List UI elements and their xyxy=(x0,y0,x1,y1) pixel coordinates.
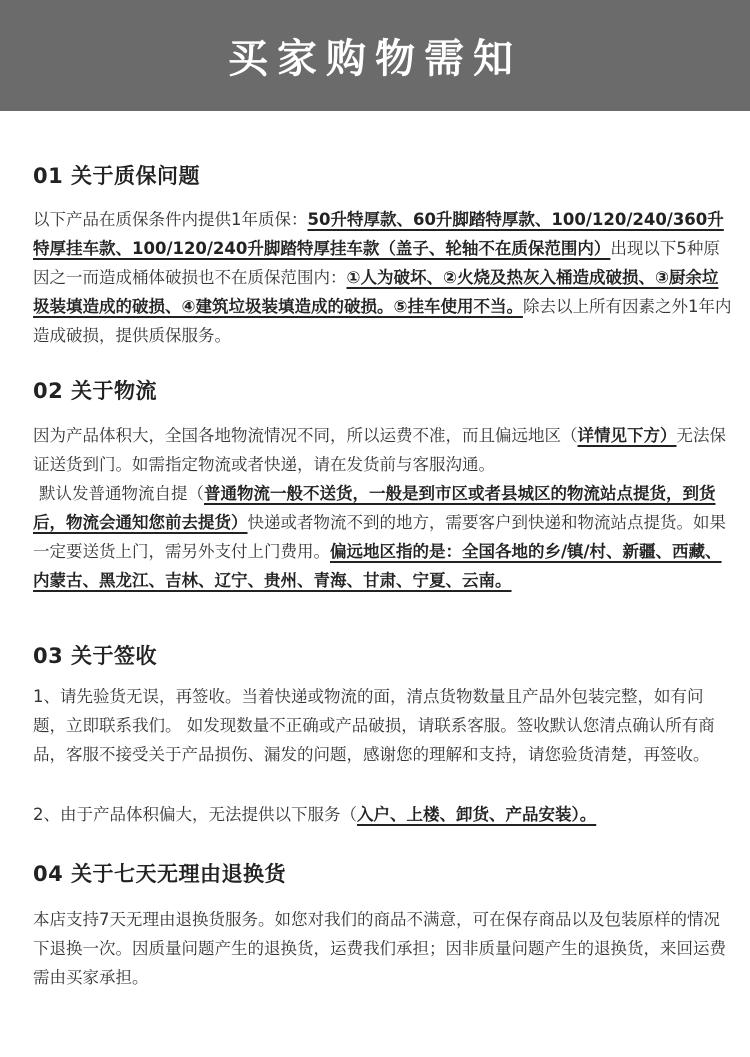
section-title-logistics: 02 关于物流 xyxy=(33,379,158,403)
section-title-warranty: 01 关于质保问题 xyxy=(33,164,201,188)
returns-paragraph xyxy=(33,905,733,992)
signing-text-1: 1、请先验货无误，再签收。当着快递或物流的面，清点货物数量且产品外包装完整，如有问题，立即联系我们。 如发现数量不正确或产品破损，请联系客服。签收默认您清点确认所有商品，客服不接受关于产品损伤、漏发的问题，感谢您的理解和支持，请您验货清楚，再签收。 xyxy=(33,687,715,764)
excluded-services-highlight: 入户、上楼、卸货、产品安装）。 xyxy=(357,805,597,824)
logistics-text-1: 因为产品体积大，全国各地物流情况不同，所以运费不准，而且偏远地区（ xyxy=(33,426,578,445)
signing-text-2: 2、由于产品体积偏大，无法提供以下服务（ xyxy=(33,805,357,824)
logistics-paragraph-1 xyxy=(33,421,733,479)
logistics-text-3: 默认发普通物流自提（ xyxy=(39,484,204,503)
page-title: 买家购物需知 xyxy=(228,36,522,82)
logistics-pickup-highlight: 普通物流一般不送货，一般是到市区或者县城区的物流站点提货，到货后，物流会通知您前去提货） xyxy=(33,484,716,532)
section-title-returns: 04 关于七天无理由退换货 xyxy=(33,862,287,886)
warranty-exclusions-highlight: ①人为破坏、②火烧及热灰入桶造成破损、③厨余垃圾装填造成的破损、④建筑垃圾装填造成的破损。⑤挂车使用不当。 xyxy=(33,268,719,316)
warranty-products-highlight: 50升特厚款、60升脚踏特厚款、100/120/240/360升特厚挂车款、100/120/240升脚踏特厚挂车款（盖子、轮轴不在质保范围内） xyxy=(33,210,724,258)
header-banner xyxy=(0,0,750,111)
returns-text: 本店支持7天无理由退换货服务。如您对我们的商品不满意，可在保存商品以及包装原样的情况下退换一次。因质量问题产生的退换货，运费我们承担；因非质量问题产生的退换货，来回运费需由买家承担。 xyxy=(33,910,726,987)
warranty-text-2: 出现以下5种原因之一而造成桶体破损也不在质保范围内： xyxy=(33,239,720,287)
logistics-text-4: 快递或者物流不到的地方，需要客户到快递和物流站点提货。如果一定要送货上门，需另外支付上门费用。 xyxy=(33,513,726,561)
logistics-text-2: 无法保证送货到门。如需指定物流或者快递，请在发货前与客服沟通。 xyxy=(33,426,726,474)
remote-areas-highlight: 偏远地区指的是：全国各地的乡/镇/村、新疆、西藏、内蒙古、黑龙江、吉林、辽宁、贵州、青海、甘肃、宁夏、云南。 xyxy=(33,542,722,590)
warranty-text-3: 除去以上所有因素之外1年内造成破损，提供质保服务。 xyxy=(33,297,732,345)
logistics-details-highlight: 详情见下方） xyxy=(577,426,677,445)
logistics-paragraph-2 xyxy=(33,479,733,595)
warranty-paragraph xyxy=(33,205,733,350)
signing-paragraph-2 xyxy=(33,800,733,829)
section-title-signing: 03 关于签收 xyxy=(33,644,158,668)
signing-paragraph-1 xyxy=(33,682,733,769)
warranty-text-1: 以下产品在质保条件内提供1年质保： xyxy=(33,210,308,229)
